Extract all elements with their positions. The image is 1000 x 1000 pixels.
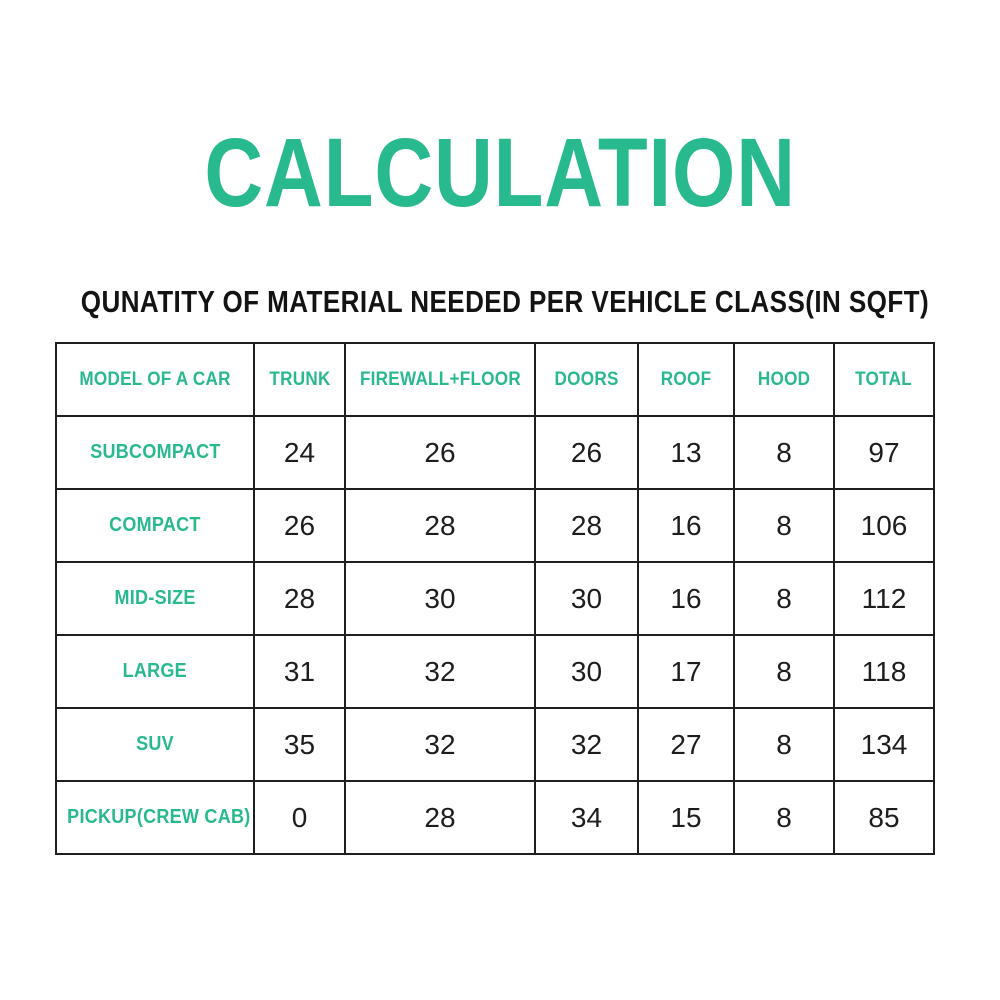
value-cell-doors: 30 bbox=[535, 635, 638, 708]
model-label: COMPACT bbox=[109, 514, 201, 536]
table-row-large bbox=[56, 635, 934, 708]
value-cell-total: 97 bbox=[834, 416, 934, 489]
value-cell-hood: 8 bbox=[734, 489, 834, 562]
value-cell-roof: 15 bbox=[638, 781, 734, 854]
model-label: LARGE bbox=[122, 660, 188, 682]
value-cell-total: 112 bbox=[834, 562, 934, 635]
value-cell-doors: 26 bbox=[535, 416, 638, 489]
value-cell-trunk: 24 bbox=[254, 416, 345, 489]
value-cell-firewall-floor: 30 bbox=[345, 562, 535, 635]
value-cell-total: 85 bbox=[834, 781, 934, 854]
materials-table bbox=[55, 342, 935, 855]
table-row-pickup-crew-cab bbox=[56, 781, 934, 854]
value-cell-firewall-floor: 32 bbox=[345, 708, 535, 781]
value-cell-hood: 8 bbox=[734, 635, 834, 708]
value-cell-doors: 30 bbox=[535, 562, 638, 635]
value-cell-roof: 16 bbox=[638, 562, 734, 635]
header-cell-doors bbox=[535, 343, 638, 416]
header-label: DOORS bbox=[554, 368, 619, 390]
page-title bbox=[0, 118, 1000, 227]
header-label: TRUNK bbox=[268, 368, 331, 390]
model-cell bbox=[56, 416, 254, 489]
value-cell-trunk: 26 bbox=[254, 489, 345, 562]
model-cell bbox=[56, 635, 254, 708]
value-cell-doors: 34 bbox=[535, 781, 638, 854]
header-label: HOOD bbox=[757, 368, 811, 390]
header-cell-hood bbox=[734, 343, 834, 416]
value-cell-firewall-floor: 32 bbox=[345, 635, 535, 708]
value-cell-firewall-floor: 26 bbox=[345, 416, 535, 489]
value-cell-hood: 8 bbox=[734, 708, 834, 781]
model-label: SUV bbox=[136, 733, 174, 755]
header-label: FIREWALL+FLOOR bbox=[359, 368, 521, 390]
value-cell-trunk: 31 bbox=[254, 635, 345, 708]
table-row-compact bbox=[56, 489, 934, 562]
model-label: MID-SIZE bbox=[114, 587, 196, 609]
value-cell-trunk: 28 bbox=[254, 562, 345, 635]
header-cell-roof bbox=[638, 343, 734, 416]
model-cell bbox=[56, 708, 254, 781]
header-label: TOTAL bbox=[855, 368, 913, 390]
header-cell-firewall-floor bbox=[345, 343, 535, 416]
value-cell-doors: 32 bbox=[535, 708, 638, 781]
value-cell-total: 134 bbox=[834, 708, 934, 781]
model-cell bbox=[56, 562, 254, 635]
model-label: PICKUP(CREW CAB) bbox=[67, 806, 251, 828]
header-cell-total bbox=[834, 343, 934, 416]
model-cell bbox=[56, 489, 254, 562]
table-subtitle-text: QUNATITY OF MATERIAL NEEDED PER VEHICLE CLASS(IN SQFT) bbox=[80, 284, 930, 319]
model-label: SUBCOMPACT bbox=[89, 441, 221, 463]
value-cell-total: 118 bbox=[834, 635, 934, 708]
value-cell-firewall-floor: 28 bbox=[345, 781, 535, 854]
value-cell-roof: 16 bbox=[638, 489, 734, 562]
value-cell-hood: 8 bbox=[734, 416, 834, 489]
value-cell-trunk: 35 bbox=[254, 708, 345, 781]
table-row-mid-size bbox=[56, 562, 934, 635]
value-cell-firewall-floor: 28 bbox=[345, 489, 535, 562]
page-title-text: CALCULATION bbox=[204, 118, 796, 227]
header-label: ROOF bbox=[660, 368, 712, 390]
table-subtitle bbox=[0, 284, 1000, 320]
value-cell-hood: 8 bbox=[734, 562, 834, 635]
header-row bbox=[56, 343, 934, 416]
value-cell-roof: 17 bbox=[638, 635, 734, 708]
header-cell-trunk bbox=[254, 343, 345, 416]
table-row-suv bbox=[56, 708, 934, 781]
model-cell bbox=[56, 781, 254, 854]
value-cell-hood: 8 bbox=[734, 781, 834, 854]
value-cell-roof: 27 bbox=[638, 708, 734, 781]
value-cell-doors: 28 bbox=[535, 489, 638, 562]
value-cell-total: 106 bbox=[834, 489, 934, 562]
table-row-subcompact bbox=[56, 416, 934, 489]
header-cell-model bbox=[56, 343, 254, 416]
value-cell-trunk: 0 bbox=[254, 781, 345, 854]
value-cell-roof: 13 bbox=[638, 416, 734, 489]
header-label: MODEL OF A CAR bbox=[79, 368, 231, 390]
